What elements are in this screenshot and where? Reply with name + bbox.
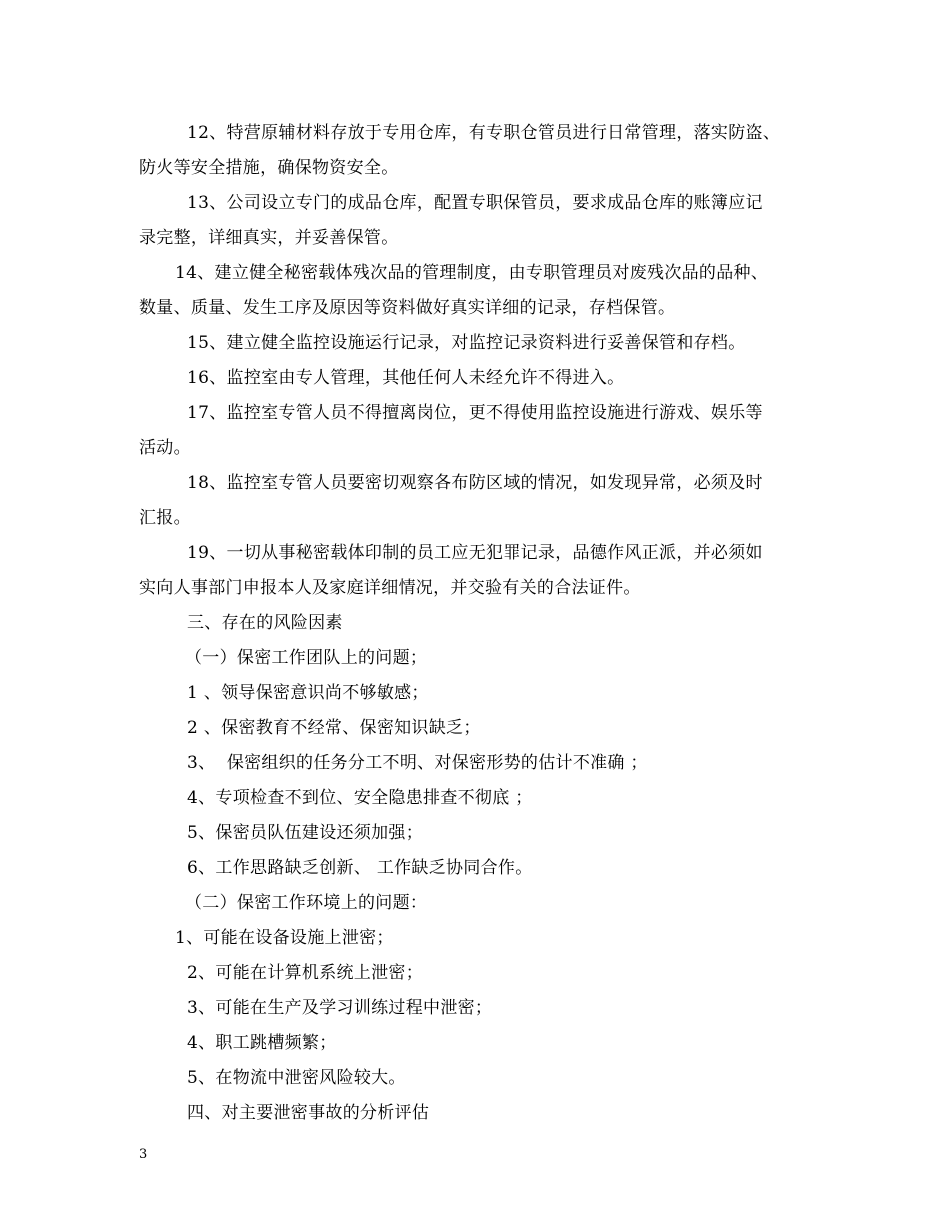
- section-3-heading: 三、存在的风险因素: [187, 613, 343, 633]
- risk-item-4: 4、专项检查不到位、安全隐患排查不彻底 ；: [187, 788, 533, 808]
- paragraph-17-line-1: 17、监控室专管人员不得擅离岗位，更不得使用监控设施进行游戏、娱乐等: [187, 403, 763, 423]
- risk-item-2: 2 、保密教育不经常、保密知识缺乏；: [187, 718, 481, 738]
- subsection-1-heading: （一）保密工作团队上的问题；: [185, 648, 428, 668]
- environment-item-2: 2、可能在计算机系统上泄密；: [187, 963, 424, 983]
- paragraph-15: 15、建立健全监控设施运行记录，对监控记录资料进行妥善保管和存档。: [187, 333, 746, 353]
- paragraph-12-line-1: 12、特营原辅材料存放于专用仓库，有专职仓管员进行日常管理，落实防盗、: [187, 123, 781, 143]
- paragraph-18-line-2: 汇报。: [139, 508, 191, 528]
- paragraph-19-line-1: 19、一切从事秘密载体印制的员工应无犯罪记录，品德作风正派，并必须如: [187, 543, 763, 563]
- paragraph-17-line-2: 活动。: [139, 438, 191, 458]
- subsection-2-heading: （二）保密工作环境上的问题：: [185, 893, 428, 913]
- paragraph-18-line-1: 18、监控室专管人员要密切观察各布防区域的情况，如发现异常，必须及时: [187, 473, 763, 493]
- paragraph-14-line-2: 数量、质量、发生工序及原因等资料做好真实详细的记录，存档保管。: [139, 298, 676, 318]
- paragraph-13-line-2: 录完整，详细真实，并妥善保管。: [139, 228, 399, 248]
- environment-item-5: 5、在物流中泄密风险较大。: [187, 1068, 406, 1088]
- paragraph-16: 16、监控室由专人管理，其他任何人未经允许不得进入。: [187, 368, 625, 388]
- section-4-heading: 四、对主要泄密事故的分析评估: [187, 1103, 430, 1123]
- paragraph-19-line-2: 实向人事部门申报本人及家庭详细情况，并交验有关的合法证件。: [139, 578, 641, 598]
- environment-item-4: 4、职工跳槽频繁；: [187, 1033, 337, 1053]
- environment-item-3: 3、可能在生产及学习训练过程中泄密；: [187, 998, 493, 1018]
- risk-item-5: 5、保密员队伍建设还须加强；: [187, 823, 424, 843]
- risk-item-3: 3、 保密组织的任务分工不明、对保密形势的估计不准确 ；: [187, 753, 648, 773]
- environment-item-1: 1、可能在设备设施上泄密；: [175, 928, 394, 948]
- paragraph-12-line-2: 防火等安全措施，确保物资安全。: [139, 158, 399, 178]
- paragraph-14-line-1: 14、建立健全秘密载体残次品的管理制度，由专职管理员对废残次品的品种、: [175, 263, 769, 283]
- risk-item-6: 6、工作思路缺乏创新、 工作缺乏协同合作。: [187, 858, 533, 878]
- risk-item-1: 1 、领导保密意识尚不够敏感；: [187, 683, 429, 703]
- paragraph-13-line-1: 13、公司设立专门的成品仓库，配置专职保管员，要求成品仓库的账簿应记: [187, 193, 763, 213]
- page-number: 3: [139, 1147, 148, 1162]
